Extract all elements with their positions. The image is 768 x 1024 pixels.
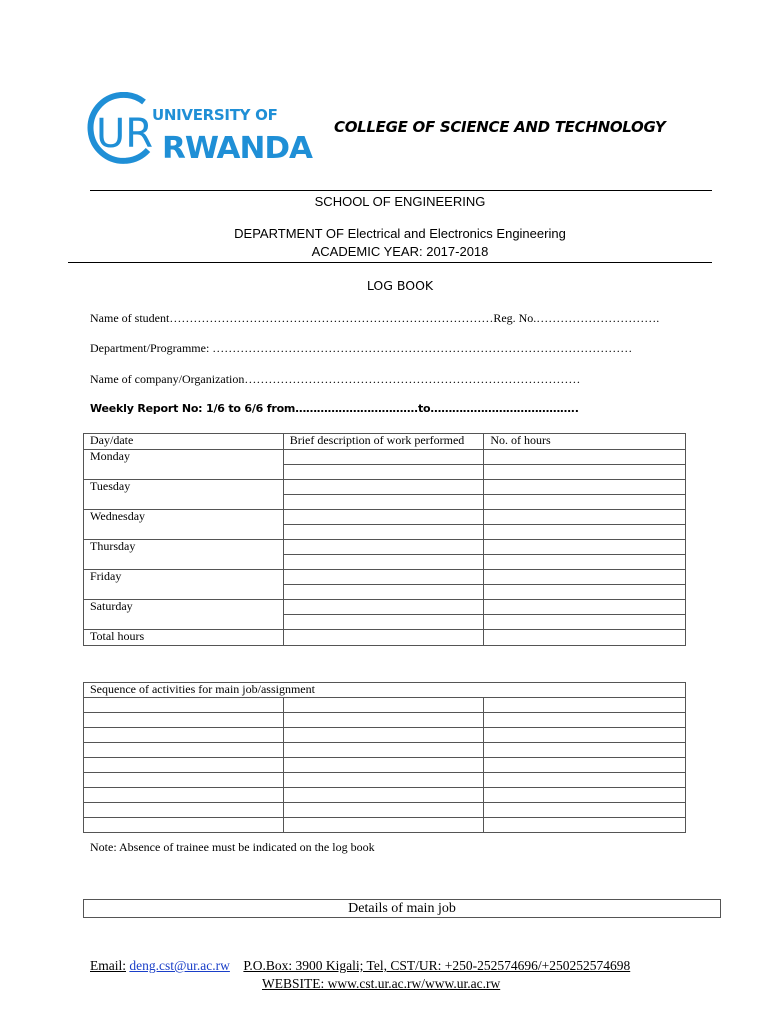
- email-label: Email:: [90, 958, 126, 973]
- table-row: [84, 570, 686, 585]
- hours-cell[interactable]: [484, 615, 686, 630]
- company-field[interactable]: Name of company/Organization…………………………………………………………………………: [90, 372, 581, 386]
- activity-cell[interactable]: [283, 803, 484, 818]
- hours-cell[interactable]: [484, 555, 686, 570]
- footer-website[interactable]: WEBSITE: www.cst.ur.ac.rw/www.ur.ac.rw: [262, 976, 501, 991]
- hours-cell[interactable]: [484, 540, 686, 555]
- description-cell[interactable]: [283, 465, 484, 480]
- activity-cell[interactable]: [484, 788, 686, 803]
- university-logo: [86, 92, 316, 166]
- activity-cell[interactable]: [484, 818, 686, 833]
- column-header-hours: No. of hours: [484, 434, 686, 450]
- activities-header: Sequence of activities for main job/assignment: [84, 683, 686, 698]
- activity-cell[interactable]: [484, 803, 686, 818]
- day-monday: Monday: [84, 450, 284, 480]
- activity-cell[interactable]: [484, 728, 686, 743]
- activity-cell[interactable]: [283, 758, 484, 773]
- table-row: [84, 600, 686, 615]
- student-name-field[interactable]: Name of student………………………………………………………………………Reg. No.………………………….: [90, 311, 660, 325]
- academic-year: ACADEMIC YEAR: 2017-2018: [311, 244, 489, 259]
- absence-note: Note: Absence of trainee must be indicated on the log book: [90, 840, 375, 854]
- activity-cell[interactable]: [283, 713, 484, 728]
- department-name: DEPARTMENT OF Electrical and Electronics Engineering: [234, 226, 566, 241]
- table-row: [84, 728, 686, 743]
- total-row: [84, 630, 686, 646]
- day-friday: Friday: [84, 570, 284, 600]
- activity-cell[interactable]: [84, 713, 284, 728]
- hours-cell[interactable]: [484, 495, 686, 510]
- description-cell[interactable]: [283, 510, 484, 525]
- hours-cell[interactable]: [484, 480, 686, 495]
- logo-line2: RWANDA: [162, 131, 314, 166]
- day-tuesday: Tuesday: [84, 480, 284, 510]
- description-cell[interactable]: [283, 495, 484, 510]
- description-cell[interactable]: [283, 540, 484, 555]
- activity-cell[interactable]: [283, 773, 484, 788]
- hours-cell[interactable]: [484, 525, 686, 540]
- activity-cell[interactable]: [283, 818, 484, 833]
- activity-cell[interactable]: [84, 788, 284, 803]
- table-row: [84, 698, 686, 713]
- activity-cell[interactable]: [283, 788, 484, 803]
- table-row: [84, 510, 686, 525]
- total-description-cell[interactable]: [283, 630, 484, 646]
- footer-contact: [90, 958, 630, 974]
- table-row: [84, 480, 686, 495]
- activity-cell[interactable]: [84, 773, 284, 788]
- header-divider-bottom: [68, 262, 712, 263]
- table-row: [84, 788, 686, 803]
- hours-cell[interactable]: [484, 585, 686, 600]
- header-divider-top: [90, 190, 712, 191]
- hours-cell[interactable]: [484, 570, 686, 585]
- activity-cell[interactable]: [84, 743, 284, 758]
- details-of-main-job[interactable]: Details of main job: [83, 899, 721, 918]
- day-wednesday: Wednesday: [84, 510, 284, 540]
- description-cell[interactable]: [283, 585, 484, 600]
- activity-cell[interactable]: [484, 758, 686, 773]
- day-thursday: Thursday: [84, 540, 284, 570]
- college-title: COLLEGE OF SCIENCE AND TECHNOLOGY: [334, 118, 666, 136]
- hours-cell[interactable]: [484, 450, 686, 465]
- description-cell[interactable]: [283, 570, 484, 585]
- hours-cell[interactable]: [484, 600, 686, 615]
- column-header-day: Day/date: [84, 434, 284, 450]
- activity-cell[interactable]: [283, 728, 484, 743]
- description-cell[interactable]: [283, 600, 484, 615]
- department-programme-field[interactable]: Department/Programme: ……………………………………………………………………………………………: [90, 341, 633, 355]
- activity-cell[interactable]: [84, 728, 284, 743]
- logo-initials: UR: [96, 111, 154, 157]
- hours-cell[interactable]: [484, 465, 686, 480]
- activity-cell[interactable]: [283, 743, 484, 758]
- activity-cell[interactable]: [84, 803, 284, 818]
- table-row: [84, 450, 686, 465]
- activity-cell[interactable]: [484, 698, 686, 713]
- activity-cell[interactable]: [84, 758, 284, 773]
- contact-info: P.O.Box: 3900 Kigali; Tel, CST/UR: +250-252574696/+250252574698: [243, 958, 631, 973]
- table-row: [84, 713, 686, 728]
- daily-log-table: [83, 433, 686, 646]
- ur-logo-icon: [86, 92, 316, 166]
- activities-header-row: [84, 683, 686, 698]
- email-link[interactable]: deng.cst@ur.ac.rw: [129, 958, 230, 973]
- activity-cell[interactable]: [283, 698, 484, 713]
- table-row: [84, 758, 686, 773]
- column-header-description: Brief description of work performed: [283, 434, 484, 450]
- activity-cell[interactable]: [484, 713, 686, 728]
- table-row: [84, 803, 686, 818]
- description-cell[interactable]: [283, 615, 484, 630]
- activities-table: [83, 682, 686, 833]
- weekly-report-field[interactable]: Weekly Report No: 1/6 to 6/6 from…………………………….to…………………………………..: [90, 402, 579, 415]
- description-cell[interactable]: [283, 525, 484, 540]
- total-hours-label: Total hours: [84, 630, 284, 646]
- description-cell[interactable]: [283, 450, 484, 465]
- page-title: LOG BOOK: [366, 278, 434, 293]
- table-row: [84, 818, 686, 833]
- table-row: [84, 773, 686, 788]
- activity-cell[interactable]: [484, 743, 686, 758]
- day-saturday: Saturday: [84, 600, 284, 630]
- table-row: [84, 743, 686, 758]
- table-header-row: [84, 434, 686, 450]
- hours-cell[interactable]: [484, 510, 686, 525]
- table-row: [84, 540, 686, 555]
- activity-cell[interactable]: [484, 773, 686, 788]
- description-cell[interactable]: [283, 555, 484, 570]
- activity-cell[interactable]: [84, 818, 284, 833]
- activity-cell[interactable]: [84, 698, 284, 713]
- logo-line1: UNIVERSITY OF: [152, 106, 278, 124]
- total-hours-cell[interactable]: [484, 630, 686, 646]
- description-cell[interactable]: [283, 480, 484, 495]
- school-name: SCHOOL OF ENGINEERING: [314, 194, 486, 209]
